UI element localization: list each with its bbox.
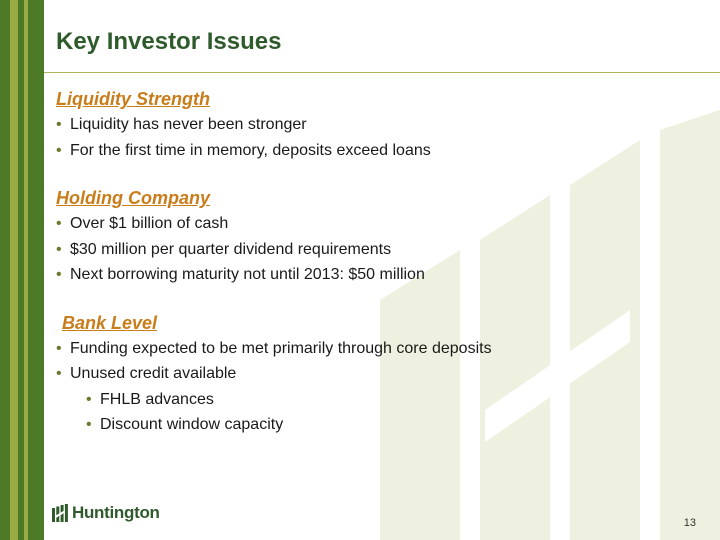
section-heading-bank-level: Bank Level [62,312,158,333]
huntington-logo [52,503,160,523]
bullet-icon: • [56,141,62,159]
section-heading-holding-company: Holding Company [56,188,210,208]
side-stripes [0,0,44,540]
bullet-text: Next borrowing maturity not until 2013: $50 million [70,266,425,283]
bullet-text: FHLB advances [100,390,214,408]
bullet-item [56,361,696,387]
bullet-item [56,112,696,138]
bullet-text: Unused credit available [70,365,237,382]
bullet-text: Discount window capacity [100,416,284,433]
bullet-text: For the first time in memory, deposits exceed loans [70,141,431,159]
page-title: Key Investor Issues [56,28,282,55]
bullet-icon: • [56,339,62,357]
bullet-text: Funding expected to be met primarily through core deposits [70,339,492,357]
bullet-text: Over $1 billion of cash [70,215,229,232]
bullet-item [56,237,696,263]
page-number: 13 [683,517,696,529]
huntington-logo-icon [52,504,68,522]
bullet-item [56,138,696,164]
title-divider [44,72,720,73]
bullet-icon: • [56,240,62,258]
bullet-item [56,262,696,288]
sub-bullet-item [56,412,696,438]
bullet-item [56,211,696,237]
bullet-icon: • [56,365,62,382]
bullet-icon: • [56,215,62,232]
content-body [56,86,696,438]
bullet-text: $30 million per quarter dividend requirements [70,240,392,258]
bullet-item [56,336,696,362]
bullet-text: Liquidity has never been stronger [70,116,307,133]
bullet-icon: • [56,116,62,133]
bullet-icon: • [86,416,92,433]
bullet-icon: • [86,390,92,408]
logo-text: Huntington [72,503,160,522]
sub-bullet-item [56,387,696,413]
section-heading-liquidity: Liquidity Strength [56,89,210,109]
bullet-icon: • [56,266,62,283]
